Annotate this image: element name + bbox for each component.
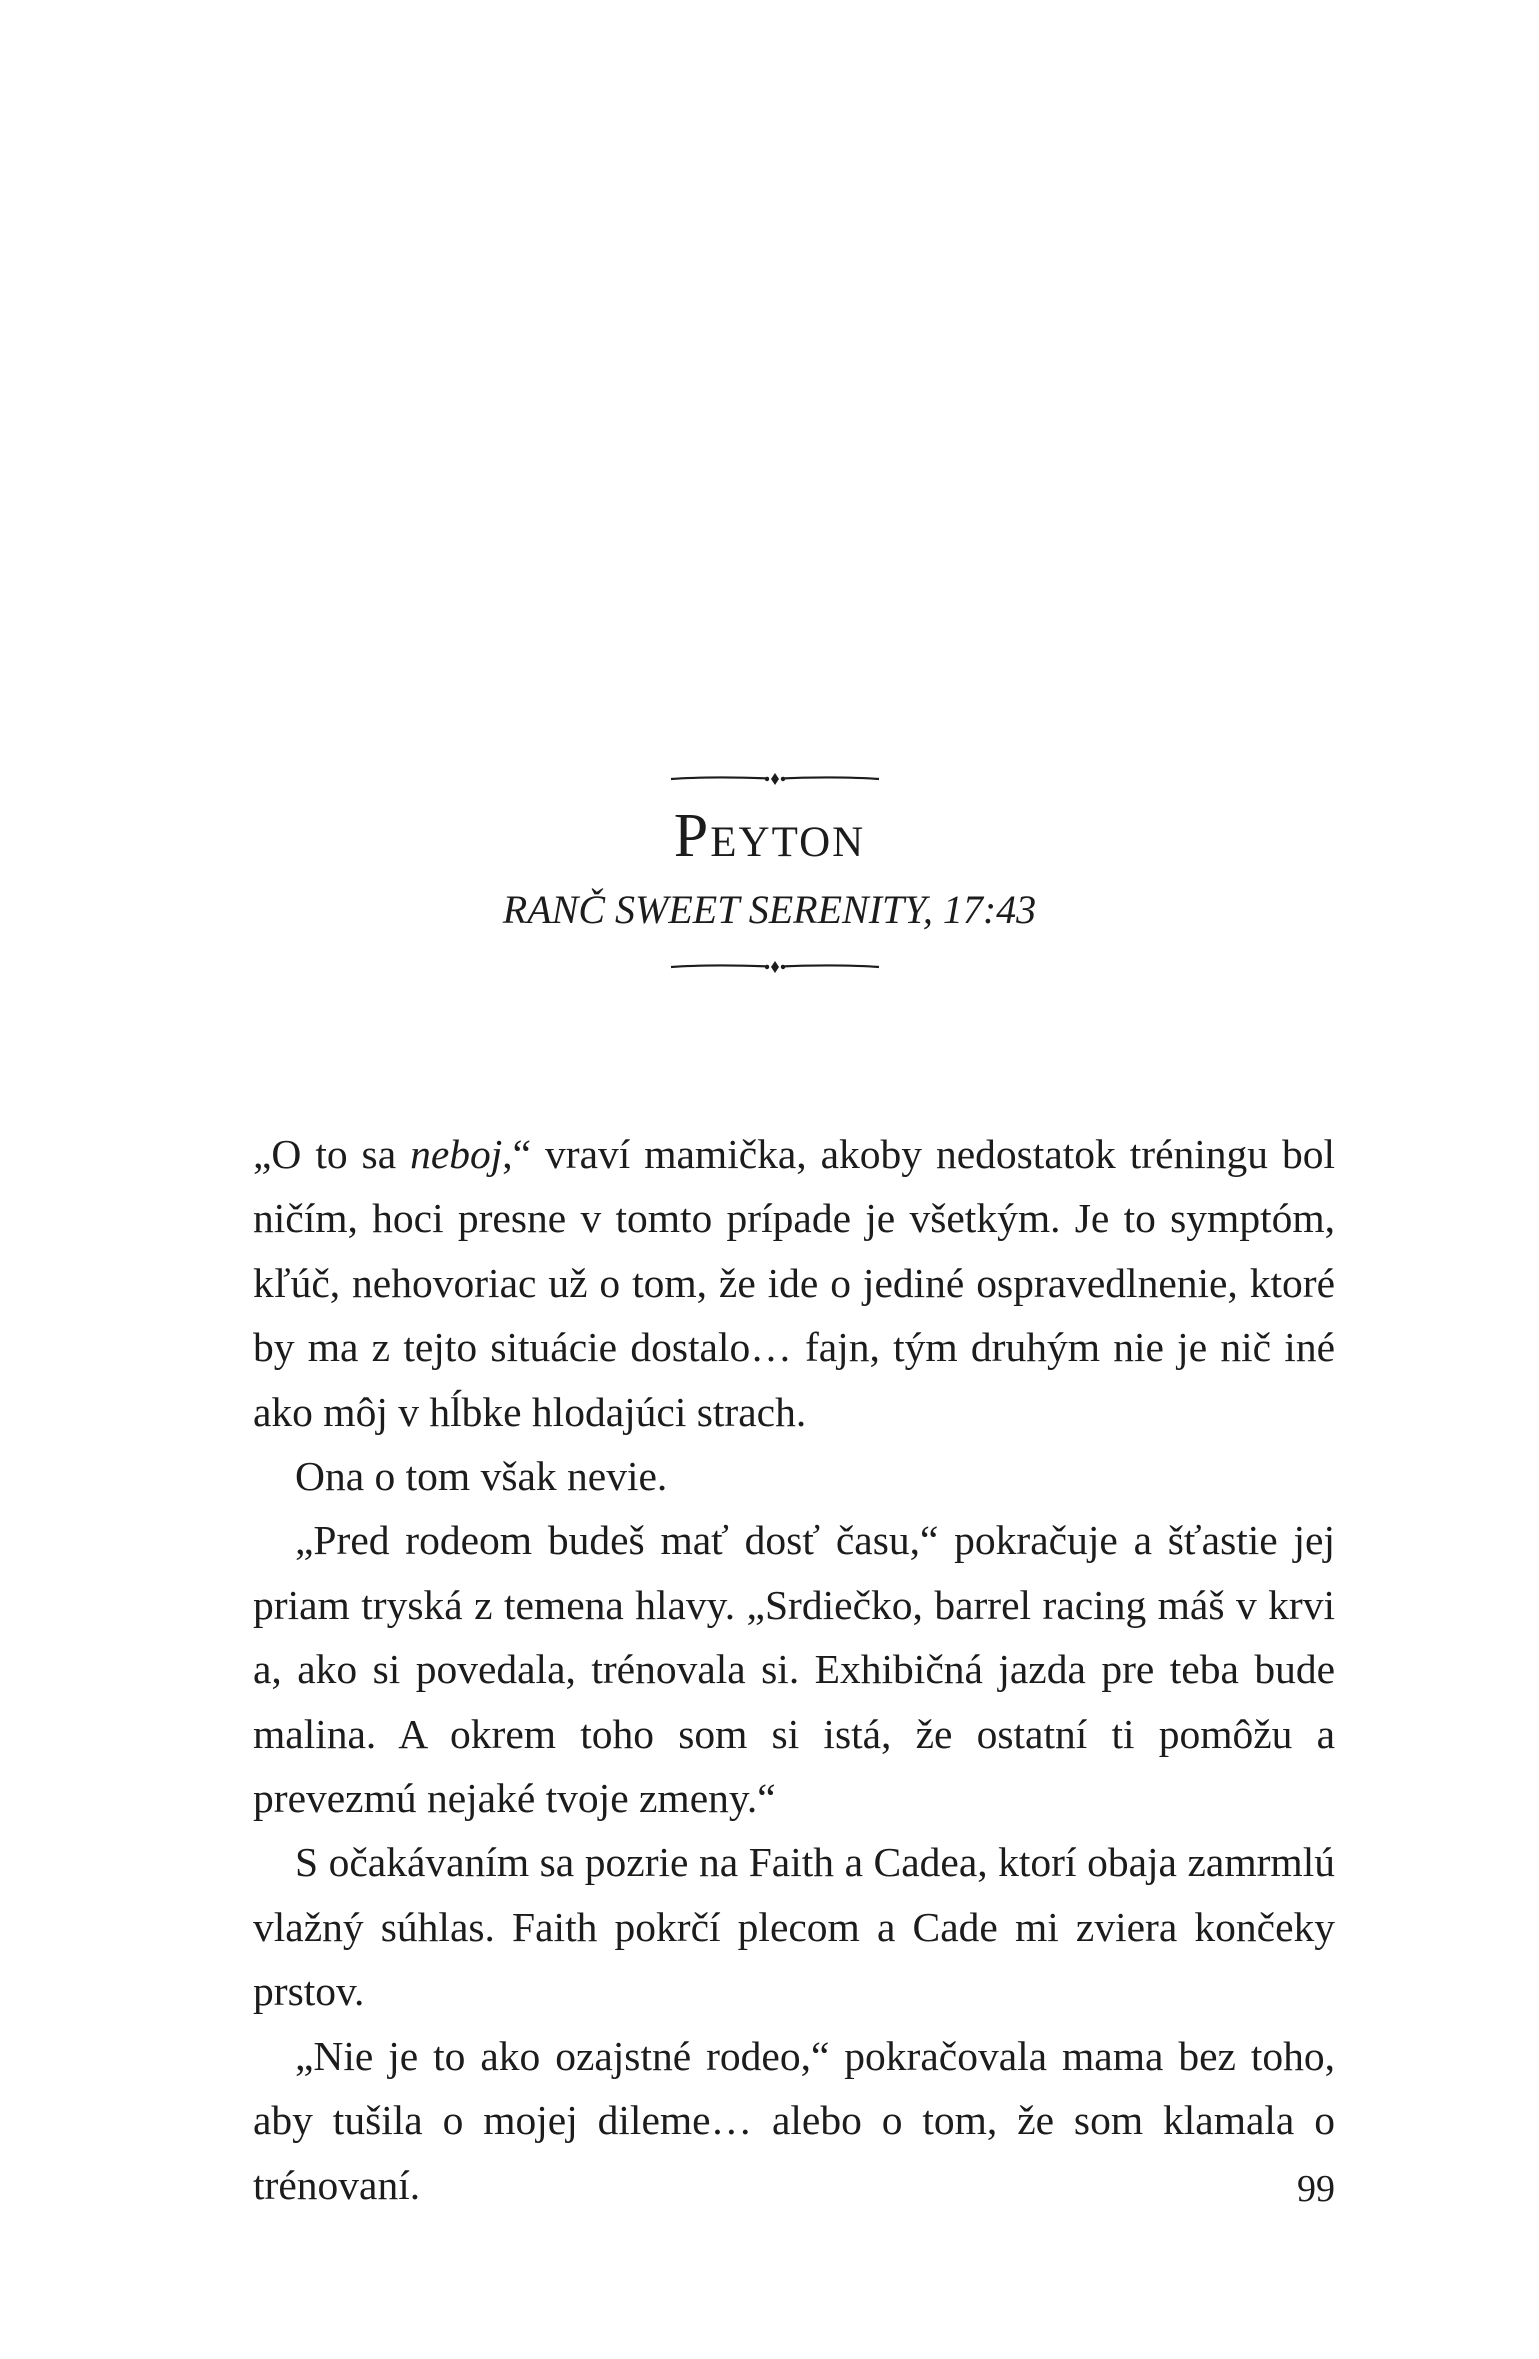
paragraph-text: ,“ vraví mamička, akoby nedostatok tréningu bol ničím, hoci presne v tomto prípade je všetkým. Je to symptóm, kľúč, nehovoriac už o tom, že ide o jediné ospravedlnenie, ktoré by ma z tejto situácie dostalo… fajn, tým druhým nie je nič iné ako môj v hĺbke hlodajúci strach. [253,1131,1335,1435]
chapter-body [253,1122,1335,2217]
chapter-subtitle: RANČ SWEET SERENITY, 17:43 [502,887,1037,932]
paragraph [253,1122,1335,1444]
page-number: 99 [1297,2168,1335,2210]
ornament-divider-bottom [669,960,881,974]
paragraph: „Nie je to ako ozajstné rodeo,“ pokračovala mama bez toho, aby tušila o mojej dileme… alebo o tom, že som klamala o trénovaní. [253,2032,1335,2208]
chapter-title: Peyton [673,802,866,870]
paragraph: S očakávaním sa pozrie na Faith a Cadea, ktorí obaja zamrmlú vlažný súhlas. Faith pokrčí plecom a Cade mi zviera končeky prstov. [253,1839,1335,2015]
emphasized-word: neboj [410,1131,503,1177]
ornament-divider-top [669,772,881,786]
paragraph: Ona o tom však nevie. [295,1453,668,1500]
paragraph-text: „O to sa [253,1131,411,1177]
paragraph: „Pred rodeom budeš mať dosť času,“ pokračuje a šťastie jej priam tryská z temena hlavy. „Srdiečko, barrel racing máš v krvi a, ako si povedala, trénovala si. Exhibičná jazda pre teba bude malina. A okrem toho som si istá, že ostatní ti pomôžu a prevezmú nejaké tvoje zmeny.“ [253,1517,1335,1822]
